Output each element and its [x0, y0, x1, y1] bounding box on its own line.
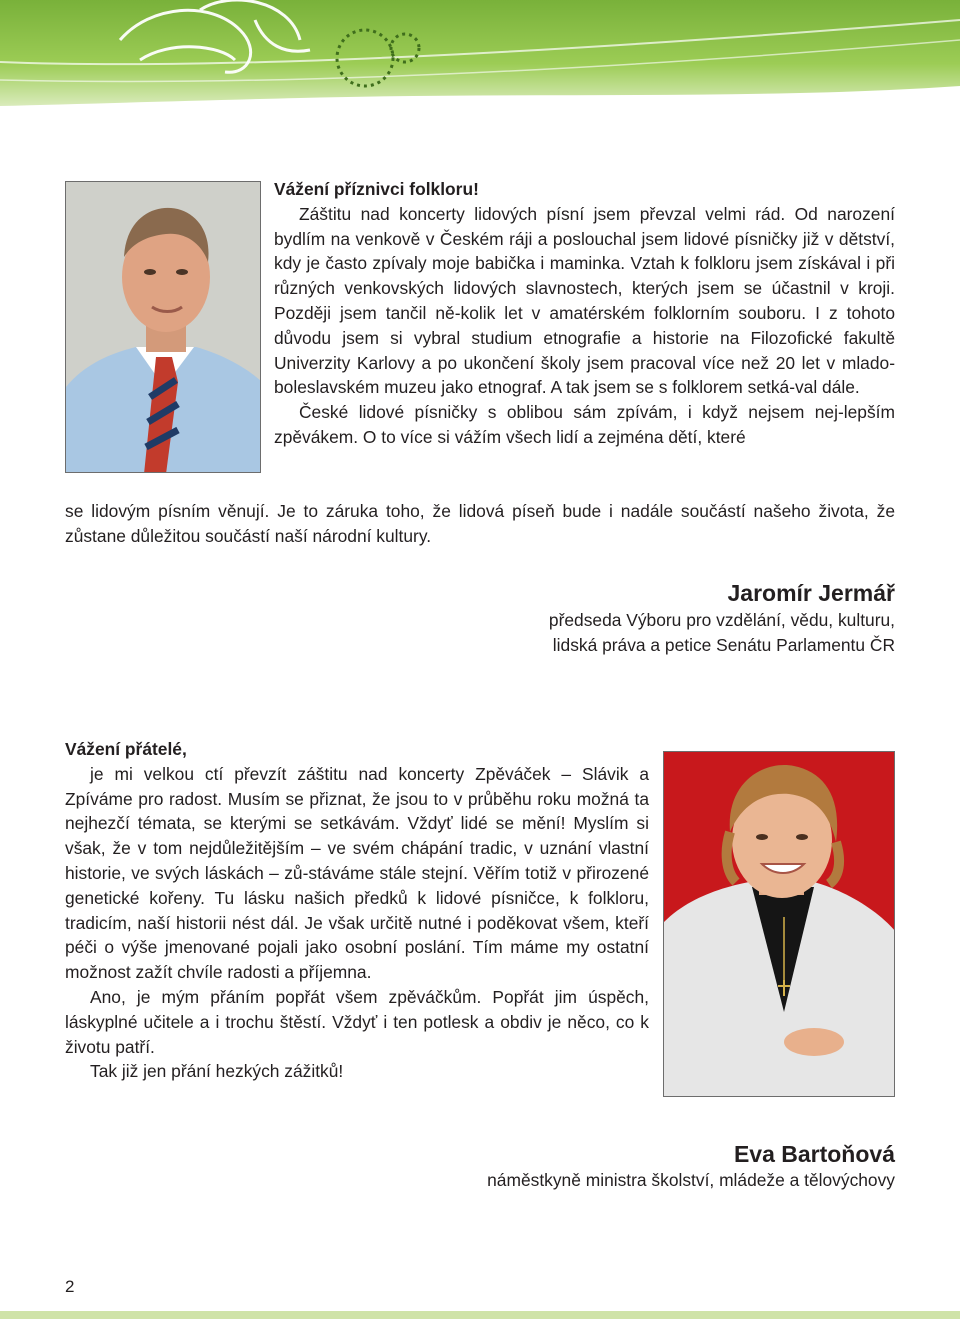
- line: České lidové písničky s oblibou sám zpívám, i když nejsem nej-: [299, 402, 844, 423]
- header-ornament: [0, 0, 960, 108]
- line: stáváme stále stejní. Věřím totiž v přirozené genetické kořeny.: [65, 862, 649, 908]
- letter-body-1: [274, 177, 895, 450]
- signature-name-2: Eva Bartoňová: [733, 1141, 895, 1167]
- paragraph-4: [65, 985, 649, 1059]
- line: narození bydlím na venkově v Českém ráji a poslouchal jsem lidové: [274, 203, 895, 249]
- portrait-man-illustration: [66, 182, 261, 473]
- line: chápání tradic, v uznání vlastní historie, ve svých láskách – zů-: [65, 838, 649, 883]
- greeting-2: Vážení přátelé,: [65, 739, 187, 759]
- line: péči o výše jmenované pojali jako osobní poslání. Tím máme my: [65, 937, 590, 958]
- line: Karlovy a po ukončení školy jsem pracoval více než 20 let v mlado-: [356, 352, 895, 373]
- signature-name-1: Jaromír Jermář: [727, 580, 895, 606]
- line: val dále.: [794, 377, 860, 398]
- letter-body-1-continued: [65, 499, 895, 549]
- paragraph-2-continued: [65, 499, 895, 549]
- line: se lidovým písním věnují. Je to záruka toho, že lidová píseň bude i nadále součástí našeho: [65, 501, 811, 521]
- letter-body-2: [65, 737, 649, 1084]
- portrait-photo-jermar: [65, 181, 261, 473]
- line: a obdiv je něco, co k životu patří.: [65, 1011, 649, 1057]
- line: slavnostech, kterých jsem se účastnil v kroji. Později jsem tančil ně-: [274, 278, 895, 323]
- line: kolik let v amatérském folklorním souboru. I z tohoto důvodu jsem si: [274, 302, 895, 348]
- paragraph-1: [274, 202, 895, 400]
- line: boleslavském muzeu jako etnograf. A tak jsem se s folklorem setká-: [274, 377, 795, 398]
- line: naší historii nést dál. Je však určitě nutné i poděkovat všem, kteří: [137, 912, 649, 933]
- line: roku možná ta nejhezčí témata, se kterými se setkávám. Vždyť: [65, 788, 649, 834]
- greeting-1: Vážení příznivci folkloru!: [274, 179, 479, 199]
- page-number: 2: [65, 1277, 75, 1296]
- portrait-photo-bartonova: [663, 751, 895, 1097]
- footer-band: [0, 1311, 960, 1319]
- line: lepším zpěvákem. O to více si vážím všech lidí a zejména dětí, které: [274, 402, 895, 447]
- line: Záštitu nad koncerty lidových písní jsem převzal velmi rád. Od: [299, 203, 818, 224]
- line: je mi velkou ctí převzít záštitu nad koncerty Zpěváček – Slávik: [90, 763, 629, 784]
- portrait-woman-illustration: [664, 752, 895, 1097]
- signature-role-2: náměstkyně ministra školství, mládeže a tělovýchovy: [487, 1170, 895, 1190]
- signature-role-1b: lidská práva a petice Senátu Parlamentu ČR: [552, 635, 895, 655]
- signature-role-1a: předseda Výboru pro vzdělání, vědu, kulturu,: [548, 610, 895, 630]
- line: Tu lásku našich předků k lidové písničce, k folkloru, tradicím,: [65, 887, 649, 933]
- paragraph-3: [65, 762, 649, 985]
- line: Vztah k folkloru jsem získával i při různých venkovských lidových: [274, 253, 895, 299]
- line: života, že zůstane důležitou součástí naší národní kultury.: [65, 501, 896, 546]
- line: lidé se mění! Myslím si však, že v tom nejdůležitějším – ve svém: [65, 813, 649, 859]
- paragraph-2: [274, 400, 895, 450]
- line: úspěch, láskyplné učitele a i trochu štěstí. Vždyť i ten potlesk: [65, 986, 649, 1032]
- line: Ano, je mým přáním popřát všem zpěváčkům. Popřát jim: [90, 986, 577, 1007]
- line: písničky již v dětství, kdy je často zpívaly moje babička i maminka.: [274, 228, 895, 274]
- line: ostatní možnost zažít chvíle radosti a příjemna.: [65, 937, 649, 983]
- paragraph-5: Tak již jen přání hezkých zážitků!: [90, 1061, 344, 1082]
- line: vybral studium etnografie a historie na Filozofické fakultě Univerzity: [274, 327, 895, 373]
- line: a Zpíváme pro radost. Musím se přiznat, že jsou to v průběhu: [65, 763, 649, 809]
